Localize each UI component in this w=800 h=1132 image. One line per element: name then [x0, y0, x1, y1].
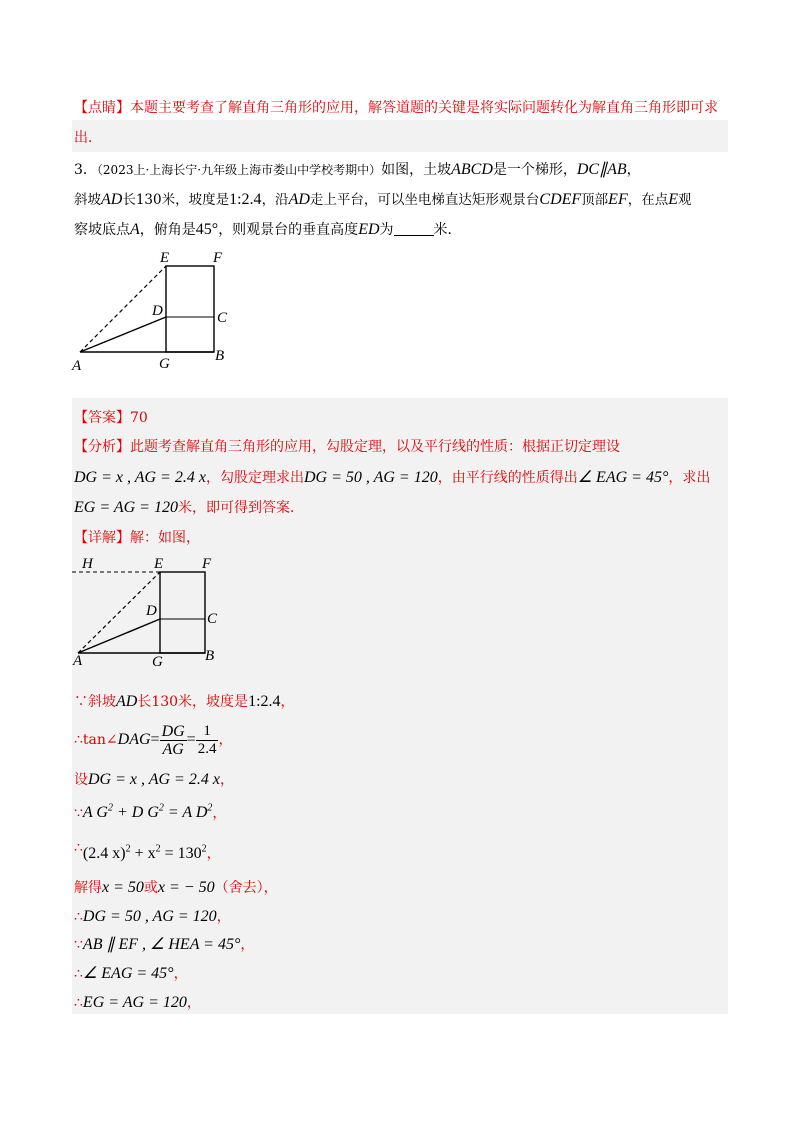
rect-EFBG	[166, 266, 214, 352]
frac-den: AG	[162, 740, 184, 758]
question-source: （2023上·上海长宁·九年级上海市娄山中学校考期中）	[96, 163, 382, 177]
s-math: =	[150, 731, 160, 748]
frac-num: 1	[196, 723, 219, 741]
fraction-dg-ag	[160, 723, 187, 758]
s-text: ∴	[74, 995, 83, 1011]
q-text: 长130米，坡度是	[122, 192, 230, 208]
s-math: AB ∥ EF , ∠ HEA = 45°	[82, 936, 241, 953]
q-text: ，在点	[627, 192, 669, 208]
q-math: E	[668, 191, 678, 208]
detail-text: 解：如图，	[130, 530, 200, 546]
fraction-1-2.4	[196, 723, 219, 758]
analysis-line2	[74, 468, 710, 488]
q-text: ，沿	[261, 192, 289, 208]
a-math: DG = x , AG = 2.4 x	[74, 469, 206, 486]
s-math: x = − 50	[157, 879, 215, 896]
step-3	[74, 770, 234, 790]
s-sup: 2	[155, 843, 161, 855]
question-number: 3．	[74, 162, 97, 178]
label-C: C	[207, 611, 218, 627]
s-sup: 2	[107, 803, 113, 814]
question-line3	[74, 220, 462, 240]
s-text: ∵斜坡	[74, 694, 116, 710]
s-math: EG = AG = 120	[82, 994, 187, 1011]
s-text: ，	[280, 694, 295, 710]
label-C: C	[217, 310, 228, 326]
q-math: ABCD	[451, 161, 493, 178]
a-text: ，由平行线的性质得出	[437, 470, 578, 486]
s-math: DG = 50 , AG = 120	[82, 908, 217, 925]
s-sup: 2	[201, 843, 207, 855]
label-G: G	[159, 356, 170, 372]
s-math: + x	[130, 845, 156, 862]
q-text: 为	[379, 222, 394, 238]
label-E: E	[160, 250, 170, 266]
s-math: (2.4 x)	[82, 845, 126, 862]
s-sup: 2	[125, 843, 131, 855]
s-text: 或	[143, 880, 158, 896]
s-math: AD	[116, 693, 138, 710]
s-math: DG = x , AG = 2.4 x	[88, 771, 220, 788]
s-sup: 2	[158, 803, 164, 814]
label-F: F	[213, 250, 223, 266]
q-math: A	[130, 221, 140, 238]
label-E: E	[154, 556, 164, 572]
q-text: 顶部	[581, 192, 609, 208]
question-line1	[74, 160, 641, 180]
label-D: D	[146, 603, 157, 619]
s-text: ，	[206, 846, 221, 862]
s-text: 解得	[74, 880, 102, 896]
dianjing-band	[72, 120, 728, 152]
answer-blank	[394, 221, 434, 236]
s-math: x = 50	[102, 879, 144, 896]
a-text: ，勾股定理求出	[205, 470, 304, 486]
s-text: ∴tan∠	[74, 732, 118, 748]
step-7	[74, 907, 231, 927]
q-text: 察坡底点	[74, 222, 130, 238]
s-text: ，	[218, 732, 233, 748]
frac-den: 2.4	[197, 740, 217, 757]
q-math: ED	[358, 221, 380, 238]
a-math: ∠ EAG = 45°	[577, 469, 669, 486]
q-math: AD	[288, 191, 310, 208]
label-A: A	[73, 653, 83, 669]
s-text: ，	[240, 937, 255, 953]
rect-EFBG	[160, 572, 205, 653]
s-math: 1:2.4	[248, 693, 281, 710]
s-math: A G	[82, 804, 108, 822]
s-text: ∴	[74, 840, 83, 856]
s-text: ∵	[74, 805, 83, 822]
s-text: ∴	[74, 966, 83, 982]
dianjing-line1	[74, 98, 718, 118]
a-math: EG = AG = 120	[74, 499, 178, 516]
q-text: 观	[678, 192, 692, 208]
q-text: ，	[626, 162, 641, 178]
a-math: DG = 50 , AG = 120	[303, 469, 438, 486]
s-text: （舍去），	[214, 880, 278, 896]
s-text: ，	[219, 772, 234, 788]
s-text: ，	[186, 995, 201, 1011]
step-10	[74, 993, 201, 1013]
q-math: EF	[608, 191, 628, 208]
figure-2	[68, 553, 228, 673]
label-B: B	[205, 648, 215, 664]
q-text: 是一个梯形，	[492, 162, 577, 178]
analysis-line3	[74, 498, 304, 518]
s-math: = A D	[163, 804, 208, 822]
s-math: ∠ EAG = 45°	[82, 965, 174, 982]
q-math: 1:2.4	[229, 191, 262, 208]
frac-num: DG	[161, 722, 185, 740]
step-6	[74, 878, 278, 898]
s-text: 长130米，坡度是	[137, 694, 249, 710]
q-text: ，则观景台的垂直高度	[218, 222, 359, 238]
q-math: AD	[101, 191, 123, 208]
s-text: ，	[212, 805, 227, 822]
detail-tag: 【详解】	[74, 530, 130, 546]
line-AD	[80, 317, 166, 352]
label-D: D	[152, 303, 163, 319]
q-math: 45°	[195, 221, 219, 238]
analysis-line1	[74, 437, 620, 457]
step-5	[74, 838, 221, 864]
detail-line	[74, 528, 200, 548]
s-math: DAG	[117, 731, 151, 748]
step-1	[74, 692, 295, 712]
label-G: G	[152, 654, 163, 670]
line-AD	[78, 619, 160, 653]
s-math: =	[186, 731, 196, 748]
q-text: ，俯角是	[139, 222, 196, 238]
answer-tag: 【答案】	[74, 410, 130, 426]
step-4	[74, 799, 226, 823]
a-text: ，求出	[668, 470, 711, 486]
s-math: = 130	[160, 845, 202, 862]
label-F: F	[202, 556, 212, 572]
answer-value: 70	[130, 410, 148, 426]
q-text: 斜坡	[74, 192, 101, 208]
label-B: B	[215, 348, 225, 364]
s-text: ∴	[74, 909, 83, 925]
s-text: 设	[74, 772, 88, 788]
analysis-tag: 【分析】	[74, 439, 130, 455]
dianjing-text: 本题主要考查了解直角三角形的应用，解答道题的关键是将实际问题转化为解直角三角形即可求	[130, 100, 718, 116]
q-text: 走上平台，可以坐电梯直达矩形观景台	[309, 192, 540, 208]
q-text: 如图，土坡	[381, 162, 452, 178]
analysis-text: 此题考查解直角三角形的应用，勾股定理，以及平行线的性质：根据正切定理设	[130, 439, 620, 455]
question-line2	[74, 190, 692, 210]
answer-line	[74, 408, 148, 428]
s-text: ，	[216, 909, 231, 925]
s-math: + D G	[112, 804, 159, 822]
q-math: CDEF	[539, 191, 582, 208]
label-A: A	[72, 358, 82, 374]
dianjing-line2: 出．	[74, 130, 102, 146]
s-sup: 2	[207, 803, 213, 814]
step-8	[74, 935, 254, 955]
q-math: DC∥AB	[576, 161, 627, 178]
step-2	[74, 721, 232, 759]
q-text: 米．	[433, 222, 462, 238]
step-9	[74, 964, 188, 984]
s-text: ，	[173, 966, 188, 982]
label-H: H	[82, 556, 93, 572]
dianjing-tag: 【点睛】	[74, 100, 130, 116]
s-text: ∵	[74, 937, 83, 953]
a-text: 米，即可得到答案．	[177, 500, 304, 516]
figure-1	[60, 245, 260, 380]
